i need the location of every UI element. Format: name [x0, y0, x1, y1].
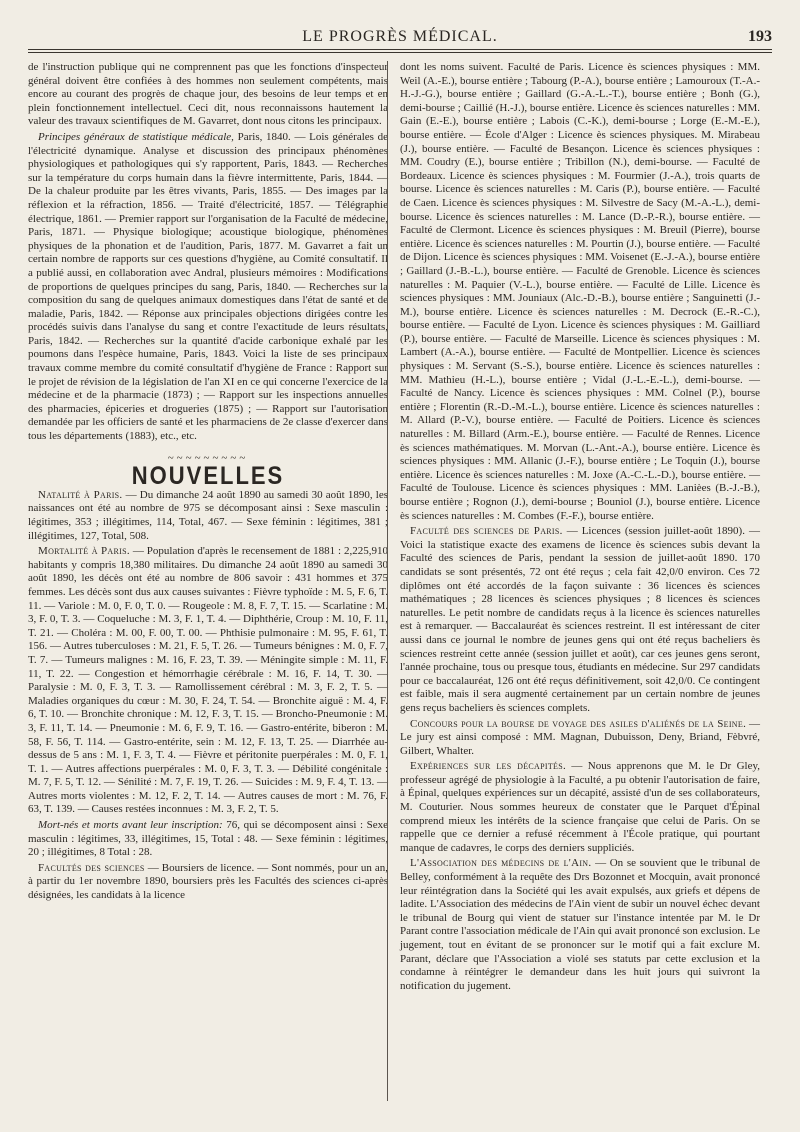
gavarret-works-paragraph: [28, 131, 388, 444]
mortalite-paragraph: [28, 545, 388, 817]
ornament-divider: ~~~~~~~~~: [167, 451, 249, 464]
mort-nes-heading: Mort-nés et morts avant leur inscription:: [38, 819, 223, 832]
mortalite-heading: Mortalité à Paris.: [38, 545, 130, 558]
experiences-heading: Expériences sur les décapités.: [410, 760, 567, 773]
section-title-nouvelles: NOUVELLES: [131, 461, 285, 491]
natalite-paragraph: [28, 489, 388, 543]
journal-title: LE PROGRÈS MÉDICAL.: [302, 28, 498, 45]
experiences-text: — Nous apprenons que M. le Dr Gley, professeur agrégé de physiologie à la Faculté, a pu obtenir l'autorisation de faire, à Épinal, quelques expériences sur un décapité, assisté d'un de ses collaborateurs, M. Couturier. Nous sommes heureux de constater que le Parquet d'Épinal comprend mieux les intérêts de la science française que celui de Paris. On se rappelle que ce dernier a refusé récemment à l'École pratique, qui pourtant manque de cadavres, le corps des derniers suppliciés.: [400, 760, 760, 854]
header-rule-double: [28, 52, 772, 53]
right-column: [400, 61, 760, 993]
page-number: 193: [748, 28, 772, 45]
facultes-heading: Facultés des sciences: [38, 861, 145, 874]
faculte-sciences-paragraph: [400, 525, 760, 715]
facultes-text: — Boursiers de licence. — Sont nommés, pour un an, à partir du 1er novembre 1890, boursiers près les Facultés des sciences ci-après désignées, les candidats à la licence: [28, 861, 388, 902]
left-column: [28, 61, 388, 903]
concours-paragraph: [400, 718, 760, 759]
mort-nes-text: 76, qui se décomposent ainsi : Sexe masculin : légitimes, 33, illégitimes, 15, Total : 48. — Sexe féminin : légitimes, 20 ; illégitimes, 8 Total : 28.: [28, 819, 388, 859]
header-rule: [28, 49, 772, 50]
natalite-text: — Du dimanche 24 août 1890 au samedi 30 août 1890, les naissances ont été au nombre de 975 se décomposant ainsi : Sexe masculin : légitimes, 353 ; illégitimes, 114, Total, 467. — Sexe féminin : légitimes, 381 ; illégitimes, 127, Total, 508.: [28, 488, 389, 542]
concours-text: — Le jury est ainsi composé : MM. Magnan, Dubuisson, Deny, Briand, Fèbvré, Gilbert, Whalter.: [400, 717, 760, 757]
experiences-paragraph: [400, 760, 760, 855]
gavarret-paragraph: de l'instruction publique qui ne comprennent pas que les fonctions d'inspecteur général doivent être confiées à des hommes non seulement compétents, mais encore au courant des progrès de chaque jour, des besoins de leur temps et en plein fonctionnement intellectuel. Ceci dit, nous reconnaissons hautement la valeur des travaux scientifiques de M. Gavarret, dont nous citons les principaux.: [28, 61, 388, 128]
works-first-title: Principes généraux de statistique médicale,: [38, 130, 234, 143]
natalite-heading: Natalité à Paris.: [38, 488, 123, 501]
boursiers-list-paragraph: dont les noms suivent. Faculté de Paris. Licence ès sciences physiques : MM. Weil (A.-E.), bourse entière ; Tabourg (P.-A.), bourse entière ; Lamouroux (T.-A.-H.-J.-G.), bourse entière ; Gaillard (G.-A.-L.-T.), bourse entière ; Bonh (G.), demi-bourse ; Caillié (H.-J.), bourse entière. Licence ès sciences naturelles : MM. Gain (E.-E.), bourse entière ; Labois (C.-K.), demi-bourse ; Lorge (E.-M.-E.), bourse entière. — École d'Alger : Licence ès sciences physiques. M. Mirabeau (J.), bourse entière. — Faculté de Besançon. Licence ès sciences physiques : MM. Coudry (E.), bourse entière ; Tribillon (N.), demi-bourse. — Faculté de Bordeaux. Licence ès sciences physiques : M. Fourmier (J.-A.), trois quarts de bourse. Licence ès sciences naturelles : M. Caris (P.), bourse entière. — Faculté de Caen. Licence ès sciences physiques : M. Silvestre de Sacy (M.-A.-L.), demi-bourse. Licence ès sciences naturelles : M. Lance (D.-P.-R.), bourse entière. — Faculté de Clermont. Licence ès sciences physiques : M. Breuil (Pierre), bourse entière. Licence ès sciences naturelles : M. Pourtin (J.), bourse entière. — Faculté de Dijon. Licence ès sciences physiques : MM. Voisenet (E.-J.-A.), bourse entière ; Gaillard (J.-B.-L.), bourse entière. — Faculté de Grenoble. Licence ès sciences naturelles : M. Paquier (V.-L.), bourse entière. — Faculté de Lille. Licence ès sciences physiques : MM. Jouniaux (Alc.-D.-B.), bourse entière ; Sanguinetti (J.-M.), bourse entière. Licence ès sciences naturelles : M. Decrock (E.-R.-C.), bourse entière. — Faculté de Lyon. Licence ès sciences physiques : M. Gailliard (P.), bourse entière. — Faculté de Marseille. Licence ès sciences physiques : M. Lambert (A.-A.), bourse entière. — Faculté de Montpellier. Licence ès sciences physiques : M. Servant (S.-S.), bourse entière. Licence ès sciences naturelles : MM. Mathieu (H.-L.), bourse entière ; Vidal (J.-L.-E.-L.), demi-bourse. — Faculté de Nancy. Licence ès sciences physiques : MM. Colnel (P.), bourse entière ; Florentin (R.-D.-M.-L.), bourse entière. Licence ès sciences naturelles : M. Allard (P.-V.), bourse entière. — Faculté de Poitiers. Licence ès sciences naturelles : M. Billard (Arm.-E.), bourse entière. — Faculté de Rennes. Licence ès sciences mathématiques. M. Morvan (L.-Ant.-A.), bourse entière. Licence ès sciences physiques : MM. Allanic (J.-F.), bourse entière ; Le Toquin (J.), bourse entière. Licence ès sciences naturelles : M. Joxe (A.-C.-L.-D.), bourse entière. — Faculté de Toulouse. Licence ès sciences physiques : MM. Lanièes (B.-J.-B.), bourse entière ; Rognon (J.), demi-bourse ; Bouniol (J.), bourse entière. Licence ès sciences naturelles : M. Combes (F.-F.), bourse entière.: [400, 61, 760, 522]
faculte-sciences-heading: Faculté des sciences de Paris.: [410, 525, 563, 538]
works-list: Paris, 1840. — Lois générales de l'électricité dynamique. Analyse et discussion des principaux phénomènes physiologiques et pathologiques qui s'y rapportent, Paris, 1843. — Recherches sur la température du corps humain dans la fièvre intermittente, Paris, 1844. — De la chaleur produite par les êtres vivants, Paris, 1855. — Des images par la réflexion et la réfraction, 1856. — Traité d'électricité, 1857. — Télégraphie électrique, 1861. — Premier rapport sur l'organisation de la Faculté de médecine, Paris, 1871. — Physique biologique; acoustique biologique, phénomènes physiques de la phonation et de l'audition, Paris, 1877. M. Gavarret a fait un certain nombre de rapports sur ces questions d'hygiène, au Comité consultatif. Il a publié aussi, en collaboration avec Andral, plusieurs mémoires : Modifications de proportions de quelques principes du sang, Paris, 1840. — Recherches sur la composition du sang de quelques animaux domestiques dans l'état de santé et de maladie, Paris, 1842. — Réponse aux principales objections dirigées contre les procédés suivis dans l'analyse du sang et contre l'exactitude de leurs résultats, Paris, 1842. — Recherches sur la quantité d'acide carbonique exhalé par les poumons dans l'espèce humaine, Paris, 1843. Voici la liste de ses principaux travaux comme membre du comité consultatif d'hygiène de France : Rapport sur le projet de révision de la législation de l'an XI en ce qui concerne l'exercice de la médecine et de la pharmacie (1873) ; — Rapport sur les inspections annuelles des pharmacies, épiceries et drogueries (1875) ; — Rapport sur l'autorisation demandée par les officiers de santé et les pharmaciens de 2e classe d'exercer dans tous les départements (1883), etc., etc.: [28, 130, 388, 443]
concours-heading: Concours pour la bourse de voyage des asiles d'aliénés de la Seine.: [410, 717, 747, 730]
association-heading: L'Association des médecins de l'Ain.: [410, 857, 592, 870]
column-divider: [387, 61, 388, 1101]
mortalite-text: — Population d'après le recensement de 1881 : 2,225,910 habitants y compris 18,380 militaires. Du dimanche 24 août 1890 au samedi 30 août 1890, les décès ont été au nombre de 806 savoir : 431 hommes et 375 femmes. Les décès sont dus aux causes suivantes : Fièvre typhoïde : M. 5, F. 6, T. 11. — Variole : M. 0, F. 0, T. 0. — Rougeole : M. 8, F. 7, T. 15. — Scarlatine : M. 3, F. 0, T. 3. — Coqueluche : M. 3, F. 1, T. 4. — Diphthérie, Croup : M. 10, F. 11, T. 21. — Choléra : M. 00, F. 00, T. 00. — Phthisie pulmonaire : M. 95, F. 61, T. 156. — Autres tuberculoses : M. 21, F. 5, T. 26. — Tumeurs bénignes : M. 0, F. 7, T. 7. — Tumeurs malignes : M. 16, F. 23, T. 39. — Méningite simple : M. 11, F. 11, T. 22. — Congestion et hémorrhagie cérébrale : M. 16, F. 14, T. 30. — Paralysie : M. 0, F. 3, T. 3. — Ramollissement cérébral : M. 3, F. 2, T. 5. — Maladies organiques du cœur : M. 30, F. 24, T. 54. — Bronchite aiguë : M. 4, F. 6, T. 10. — Bronchite chronique : M. 12, F. 3, T. 15. — Broncho-Pneumonie : M. 3, F. 11, T. 14. — Pneumonie : M. 6, F. 9, T. 16. — Gastro-entérite, biberon : M. 58, F. 56, T. 114. — Gastro-entérite, sein : M. 12, F. 13, T. 25. — Diarrhée au-dessus de 5 ans : M. 1, F. 3, T. 4. — Fièvre et péritonite puerpérales : M. 0, F. 1, T. 1. — Autres affections puerpérales : M. 0, F. 3, T. 3. — Débilité congénitale : M. 7, F. 5, T. 12. — Sénilité : M. 7, F. 19, T. 26. — Suicides : M. 9, F. 4, T. 13. — Autres morts violentes : M. 12, F. 2, T. 14. — Autres causes de mort : M. 76, F. 63, T. 139. — Causes restées inconnues : M. 3, F. 2, T. 5.: [28, 545, 388, 816]
association-text: — On se souvient que le tribunal de Belley, conformément à la requête des Drs Bozonnet et Mocquin, avait prononcé leur réintégration dans la Société qui les avait expulsés, aux griefs et dépens de ladite. L'Association des médecins de l'Ain vient de subir un nouvel échec devant le tribunal de Bourg qui vient de statuer sur l'instance intentée par M. le Dr Parant contre l'association médicale de l'Ain qui avait prononcé son exclusion. Le jugement, tout en évitant de se prononcer sur le motif qui a fait exclure M. Parant, déclare que l'Association a violé ses statuts par cette exclusion et la condamne à réintégrer le demandeur dans les huit jours qui suivront la notification du jugement.: [400, 857, 760, 992]
facultes-paragraph: [28, 862, 388, 903]
faculte-sciences-text: — Licences (session juillet-août 1890). — Voici la statistique exacte des examens de licence ès sciences subis devant la Faculté des sciences de Paris, pendant la session de juillet-août 1890. 170 candidats se sont présentés, 72 ont été reçus ; cela fait 42,0/0 environ. Ces 72 diplômes ont été accordés de la façon suivante : 36 licences ès sciences mathématiques ; 28 licences ès sciences physiques ; 8 licences ès sciences naturelles. Le petit nombre de candidats reçus à la licence ès sciences naturelles est à remarquer. — Baccalauréat ès sciences restreint. Il est intéressant de citer aussi dans ce journal le nombre de jeunes gens qui ont été reçus bacheliers ès sciences restreint cette année (session juillet et août), car ces jeunes gens seront, l'année prochaine, tous ou presque tous, étudiants en médecine. Sur 297 candidats pour ce baccalauréat, 126 ont été reçus définitivement, soit 42,0/0. Ce contingent est faible, mais il sera augmenté certainement par un certain nombre de jeunes gens reçus bacheliers ès sciences complets.: [400, 525, 760, 714]
page-header: [28, 28, 772, 50]
association-paragraph: [400, 857, 760, 993]
mort-nes-paragraph: [28, 819, 388, 860]
